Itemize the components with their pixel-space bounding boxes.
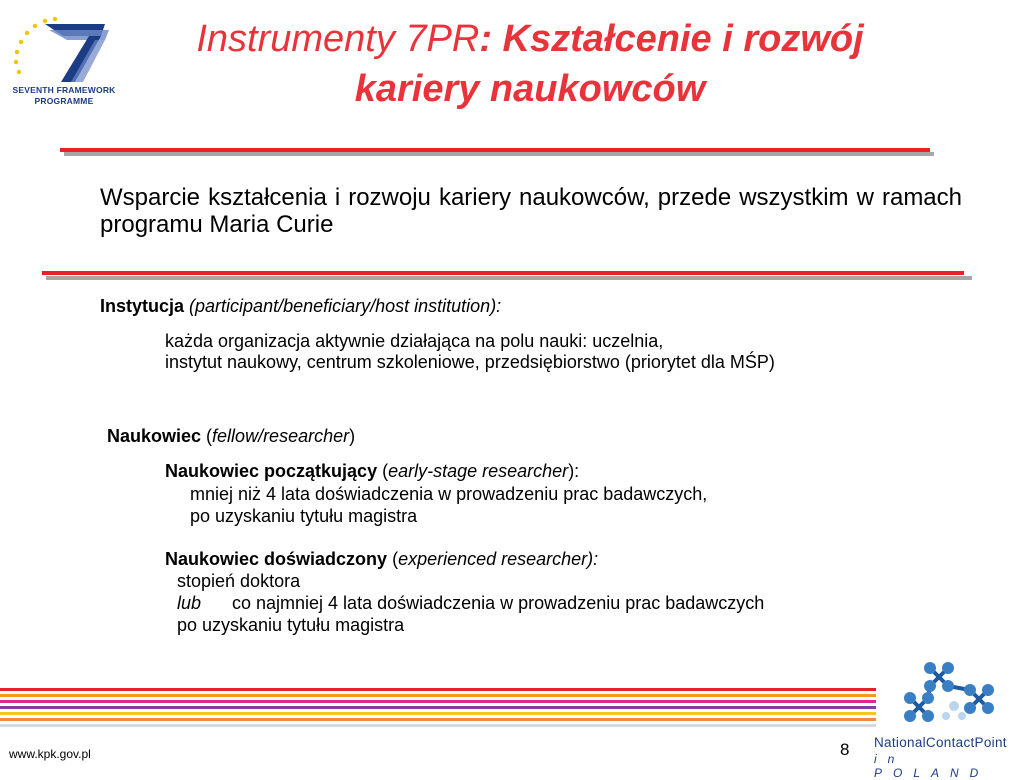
fp7-logo (5, 12, 123, 112)
top-rule-shadow (64, 152, 934, 156)
second-rule (42, 271, 964, 275)
experienced-lub-word: lub (177, 593, 202, 613)
researcher-note: fellow/researcher (212, 426, 350, 446)
experienced-line1: stopień doktora (177, 571, 301, 591)
early-stage-note: early-stage researcher (388, 461, 569, 481)
early-stage-close: ): (568, 461, 580, 481)
early-stage-heading (165, 461, 579, 482)
experienced-line3: po uzyskaniu tytułu magistra (177, 615, 405, 635)
page-number: 8 (840, 740, 850, 759)
experienced-heading (165, 549, 598, 570)
second-rule-shadow (46, 276, 972, 280)
footer-stripe-orange2 (0, 718, 876, 721)
institution-line2: instytut naukowy, centrum szkoleniowe, przedsiębiorstwo (priorytet dla MŚP) (165, 352, 775, 372)
footer-stripe-orange (0, 694, 876, 697)
title-main-line1: Kształcenie i rozwój (492, 18, 864, 60)
early-stage-line2: po uzyskaniu tytułu magistra (190, 506, 418, 526)
experienced-lub (177, 593, 201, 614)
top-rule (60, 148, 930, 152)
fp7-caption-line1: SEVENTH FRAMEWORK (12, 85, 116, 95)
ncp-network-icon (870, 650, 1024, 734)
early-stage-line1: mniej niż 4 lata doświadczenia w prowadzeniu prac badawczych, (190, 484, 708, 504)
footer-stripe-red (0, 688, 876, 691)
title-prefix: Instrumenty 7PR (196, 18, 480, 60)
researcher-open: ( (201, 426, 213, 446)
experienced-open: ( (387, 549, 399, 569)
researcher-label: Naukowiec (107, 426, 202, 446)
researcher-close: ) (349, 426, 356, 446)
early-stage-open: ( (377, 461, 389, 481)
footer-stripe-yellow (0, 712, 876, 715)
footer-url[interactable]: www.kpk.gov.pl (9, 747, 91, 761)
experienced-note: experienced researcher): (398, 549, 599, 569)
ncp-text-line2: in POLAND (874, 752, 990, 780)
slide-title (130, 14, 930, 114)
institution-note: (participant/beneficiary/host institution): (184, 296, 502, 316)
ncp-logo (870, 650, 1024, 780)
institution-heading (100, 296, 501, 317)
footer-stripe-grey (0, 724, 876, 727)
footer-stripe-purple (0, 706, 876, 709)
institution-label: Instytucja (100, 296, 185, 316)
title-main-line2: kariery naukowców (354, 68, 706, 110)
experienced-label: Naukowiec doświadczony (165, 549, 388, 569)
title-separator: : (479, 18, 492, 60)
fp7-caption-line2: PROGRAMME (34, 96, 94, 106)
early-stage-label: Naukowiec początkujący (165, 461, 378, 481)
intro-paragraph: Wsparcie kształcenia i rozwoju kariery naukowców, przede wszystkim w ramach programu Maria Curie (100, 184, 962, 238)
institution-line1: każda organizacja aktywnie działająca na polu nauki: uczelnia, (165, 331, 664, 351)
fp7-logo-mark-icon (5, 12, 123, 84)
experienced-line2: co najmniej 4 lata doświadczenia w prowadzeniu prac badawczych (232, 593, 765, 613)
footer-stripe-magenta (0, 700, 876, 703)
ncp-text-line1: NationalContactPoint (874, 735, 1007, 750)
researcher-heading (107, 426, 355, 447)
